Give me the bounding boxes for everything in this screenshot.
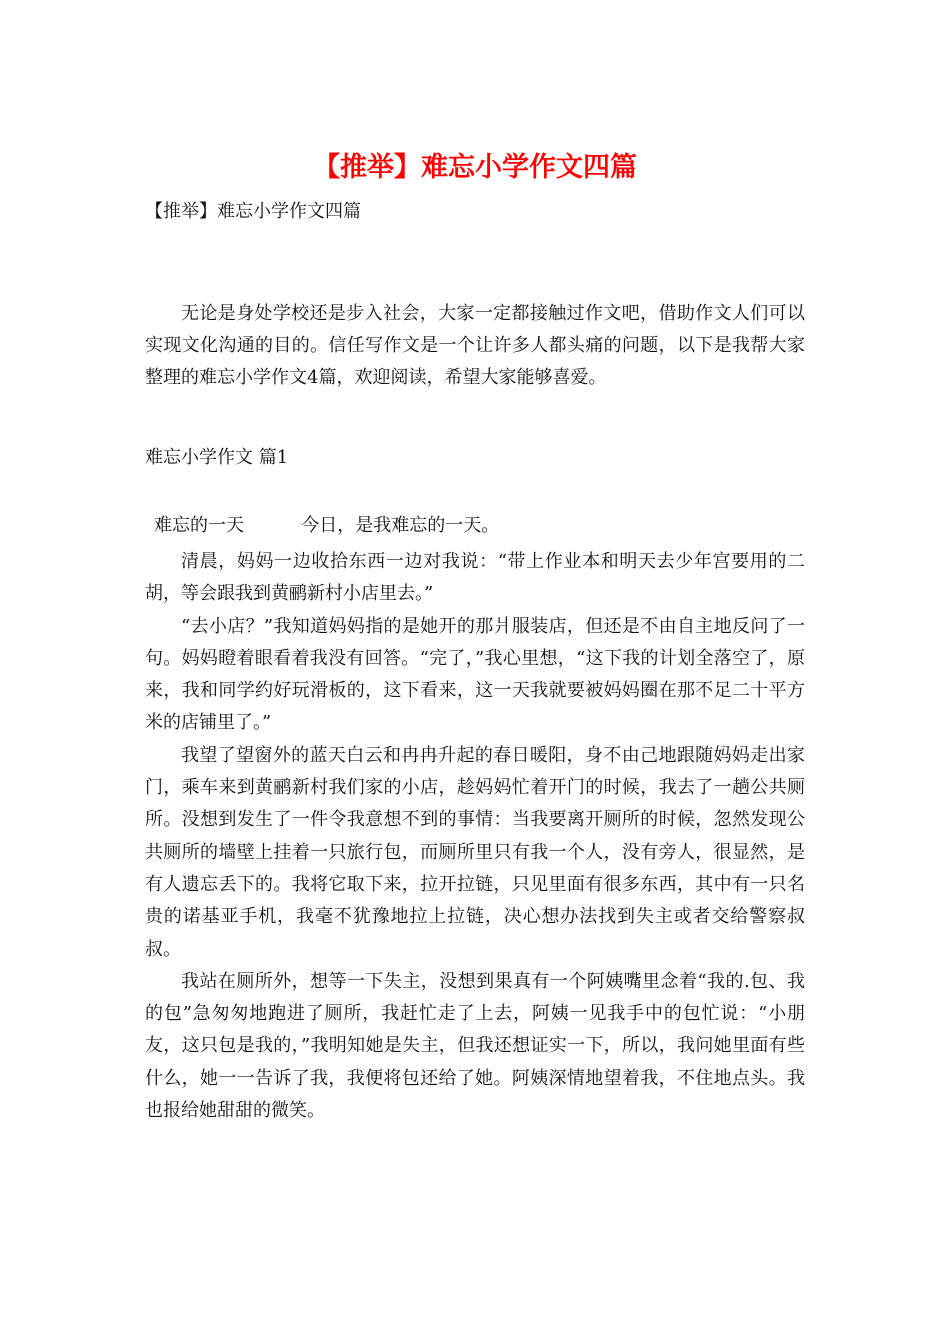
essay-paragraph: 我望了望窗外的蓝天白云和冉冉升起的春日暖阳，身不由己地跟随妈妈走出家门，乘车来到黄鹂新村我们家的小店，趁妈妈忙着开门的时候，我去了一趟公共厕所。没想到发生了一件令我意想不到的事情：当我要离开厕所的时候，忽然发现公共厕所的墙壁上挂着一只旅行包，而厕所里只有我一个人，没有旁人，很显然，是有人遗忘丢下的。我将它取下来，拉开拉链，只见里面有很多东西，其中有一只名贵的诺基亚手机，我毫不犹豫地拉上拉链，决心想办法找到失主或者交给警察叔叔。 [145,744,805,960]
essay-paragraph: 清晨，妈妈一边收拾东西一边对我说：“带上作业本和明天去少年宫要用的二胡，等会跟我到黄鹂新村小店里去。” [145,551,805,605]
essay-paragraph: “去小店？”我知道妈妈指的是她开的那爿服装店，但还是不由自主地反问了一句。妈妈瞪着眼看着我没有回答。“完了，”我心里想，“这下我的计划全落空了，原来，我和同学约好玩滑板的，这下看来，这一天我就要被妈妈圈在那不足二十平方米的店铺里了。” [145,615,805,734]
document-title: 【推举】难忘小学作文四篇 [313,152,637,183]
intro-paragraph: 无论是身处学校还是步入社会，大家一定都接触过作文吧，借助作文人们可以实现文化沟通的目的。信任写作文是一个让许多人都头痛的问题，以下是我帮大家整理的难忘小学作文4篇，欢迎阅读，希望大家能够喜爱。 [145,303,805,388]
document-subtitle: 【推举】难忘小学作文四篇 [145,201,361,222]
essay-opening-sentence: 今日，是我难忘的一天。 [301,515,500,536]
section-heading: 难忘小学作文 篇1 [145,447,289,468]
essay-title: 难忘的一天 [154,515,244,536]
essay-body [145,546,805,1127]
essay-paragraph: 我站在厕所外，想等一下失主，没想到果真有一个阿姨嘴里念着“我的.包、我的包”急匆匆地跑进了厕所，我赶忙走了上去，阿姨一见我手中的包忙说：“小朋友，这只包是我的，”我明知她是失主，但我还想证实一下，所以，我问她里面有些什么，她一一告诉了我，我便将包还给了她。阿姨深情地望着我，不住地点头。我也报给她甜甜的微笑。 [145,970,805,1122]
essay-opening-line [154,512,499,540]
